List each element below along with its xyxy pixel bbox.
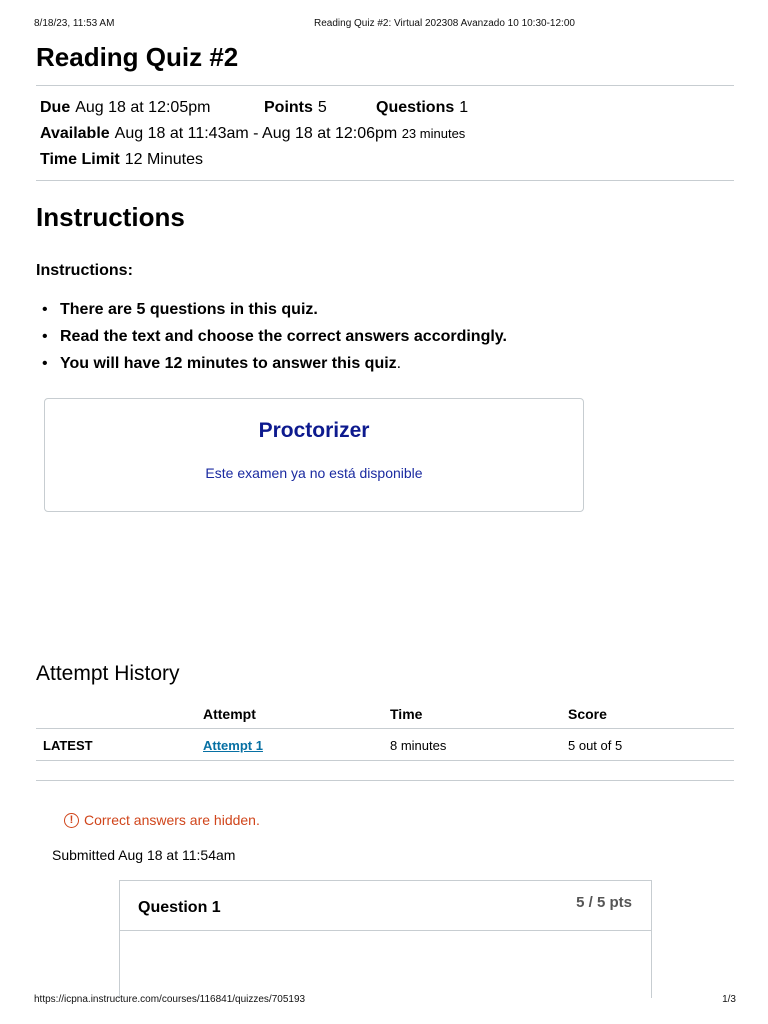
quiz-time-limit bbox=[40, 151, 203, 169]
available-duration: 23 minutes bbox=[401, 126, 466, 141]
points-value: 5 bbox=[317, 99, 327, 116]
correct-answers-hidden-notice bbox=[64, 812, 260, 828]
quiz-title: Reading Quiz #2 bbox=[36, 42, 239, 72]
column-header-score: Score bbox=[568, 706, 607, 722]
attempt-time: 8 minutes bbox=[390, 738, 447, 753]
print-header bbox=[34, 18, 734, 32]
quiz-points bbox=[264, 99, 327, 117]
question-points: 5 / 5 pts bbox=[576, 894, 632, 911]
table-header-divider bbox=[36, 728, 734, 729]
time-limit-label: Time Limit bbox=[40, 151, 120, 168]
column-header-time: Time bbox=[390, 706, 423, 722]
instructions-heading: Instructions bbox=[36, 202, 185, 232]
attempt-score: 5 out of 5 bbox=[568, 738, 623, 753]
submitted-timestamp: Submitted Aug 18 at 11:54am bbox=[52, 847, 236, 863]
instruction-item: • You will have 12 minutes to answer this quiz. bbox=[42, 354, 507, 381]
question-title: Question 1 bbox=[138, 899, 221, 916]
proctorizer-message: Este examen ya no está disponible bbox=[205, 465, 423, 481]
attempt-1-link[interactable]: Attempt 1 bbox=[203, 738, 263, 753]
question-card bbox=[119, 880, 652, 998]
proctorizer-title: Proctorizer bbox=[258, 419, 370, 442]
proctorizer-panel bbox=[44, 398, 584, 512]
available-label: Available bbox=[40, 125, 110, 142]
notice-text: Correct answers are hidden. bbox=[84, 812, 260, 828]
points-label: Points bbox=[264, 99, 313, 116]
quiz-available bbox=[40, 125, 465, 143]
print-page-number: 1/3 bbox=[722, 994, 736, 1005]
question-header bbox=[120, 881, 651, 931]
row-label-latest: LATEST bbox=[43, 738, 93, 753]
print-url: https://icpna.instructure.com/courses/116841/quizzes/705193 bbox=[34, 994, 306, 1005]
title-divider bbox=[36, 85, 734, 86]
quiz-questions bbox=[376, 99, 468, 117]
available-value: Aug 18 at 11:43am - Aug 18 at 12:06pm bbox=[114, 125, 398, 142]
column-header-attempt: Attempt bbox=[203, 706, 256, 722]
instructions-list bbox=[42, 300, 507, 381]
time-limit-value: 12 Minutes bbox=[124, 151, 203, 168]
alert-circle-icon: ! bbox=[64, 813, 79, 828]
instruction-item: • There are 5 questions in this quiz. bbox=[42, 300, 507, 327]
table-row-divider bbox=[36, 760, 734, 761]
due-value: Aug 18 at 12:05pm bbox=[75, 99, 211, 116]
due-label: Due bbox=[40, 99, 71, 116]
attempt-history-heading: Attempt History bbox=[36, 662, 180, 685]
quiz-due bbox=[40, 99, 210, 117]
meta-divider bbox=[36, 180, 734, 181]
print-page-title: Reading Quiz #2: Virtual 202308 Avanzado 10 10:30-12:00 bbox=[314, 18, 575, 29]
instructions-label: Instructions: bbox=[36, 262, 133, 279]
questions-label: Questions bbox=[376, 99, 455, 116]
questions-value: 1 bbox=[459, 99, 469, 116]
section-divider bbox=[36, 780, 734, 781]
instruction-item: • Read the text and choose the correct answers accordingly. bbox=[42, 327, 507, 354]
print-datetime: 8/18/23, 11:53 AM bbox=[34, 18, 115, 29]
